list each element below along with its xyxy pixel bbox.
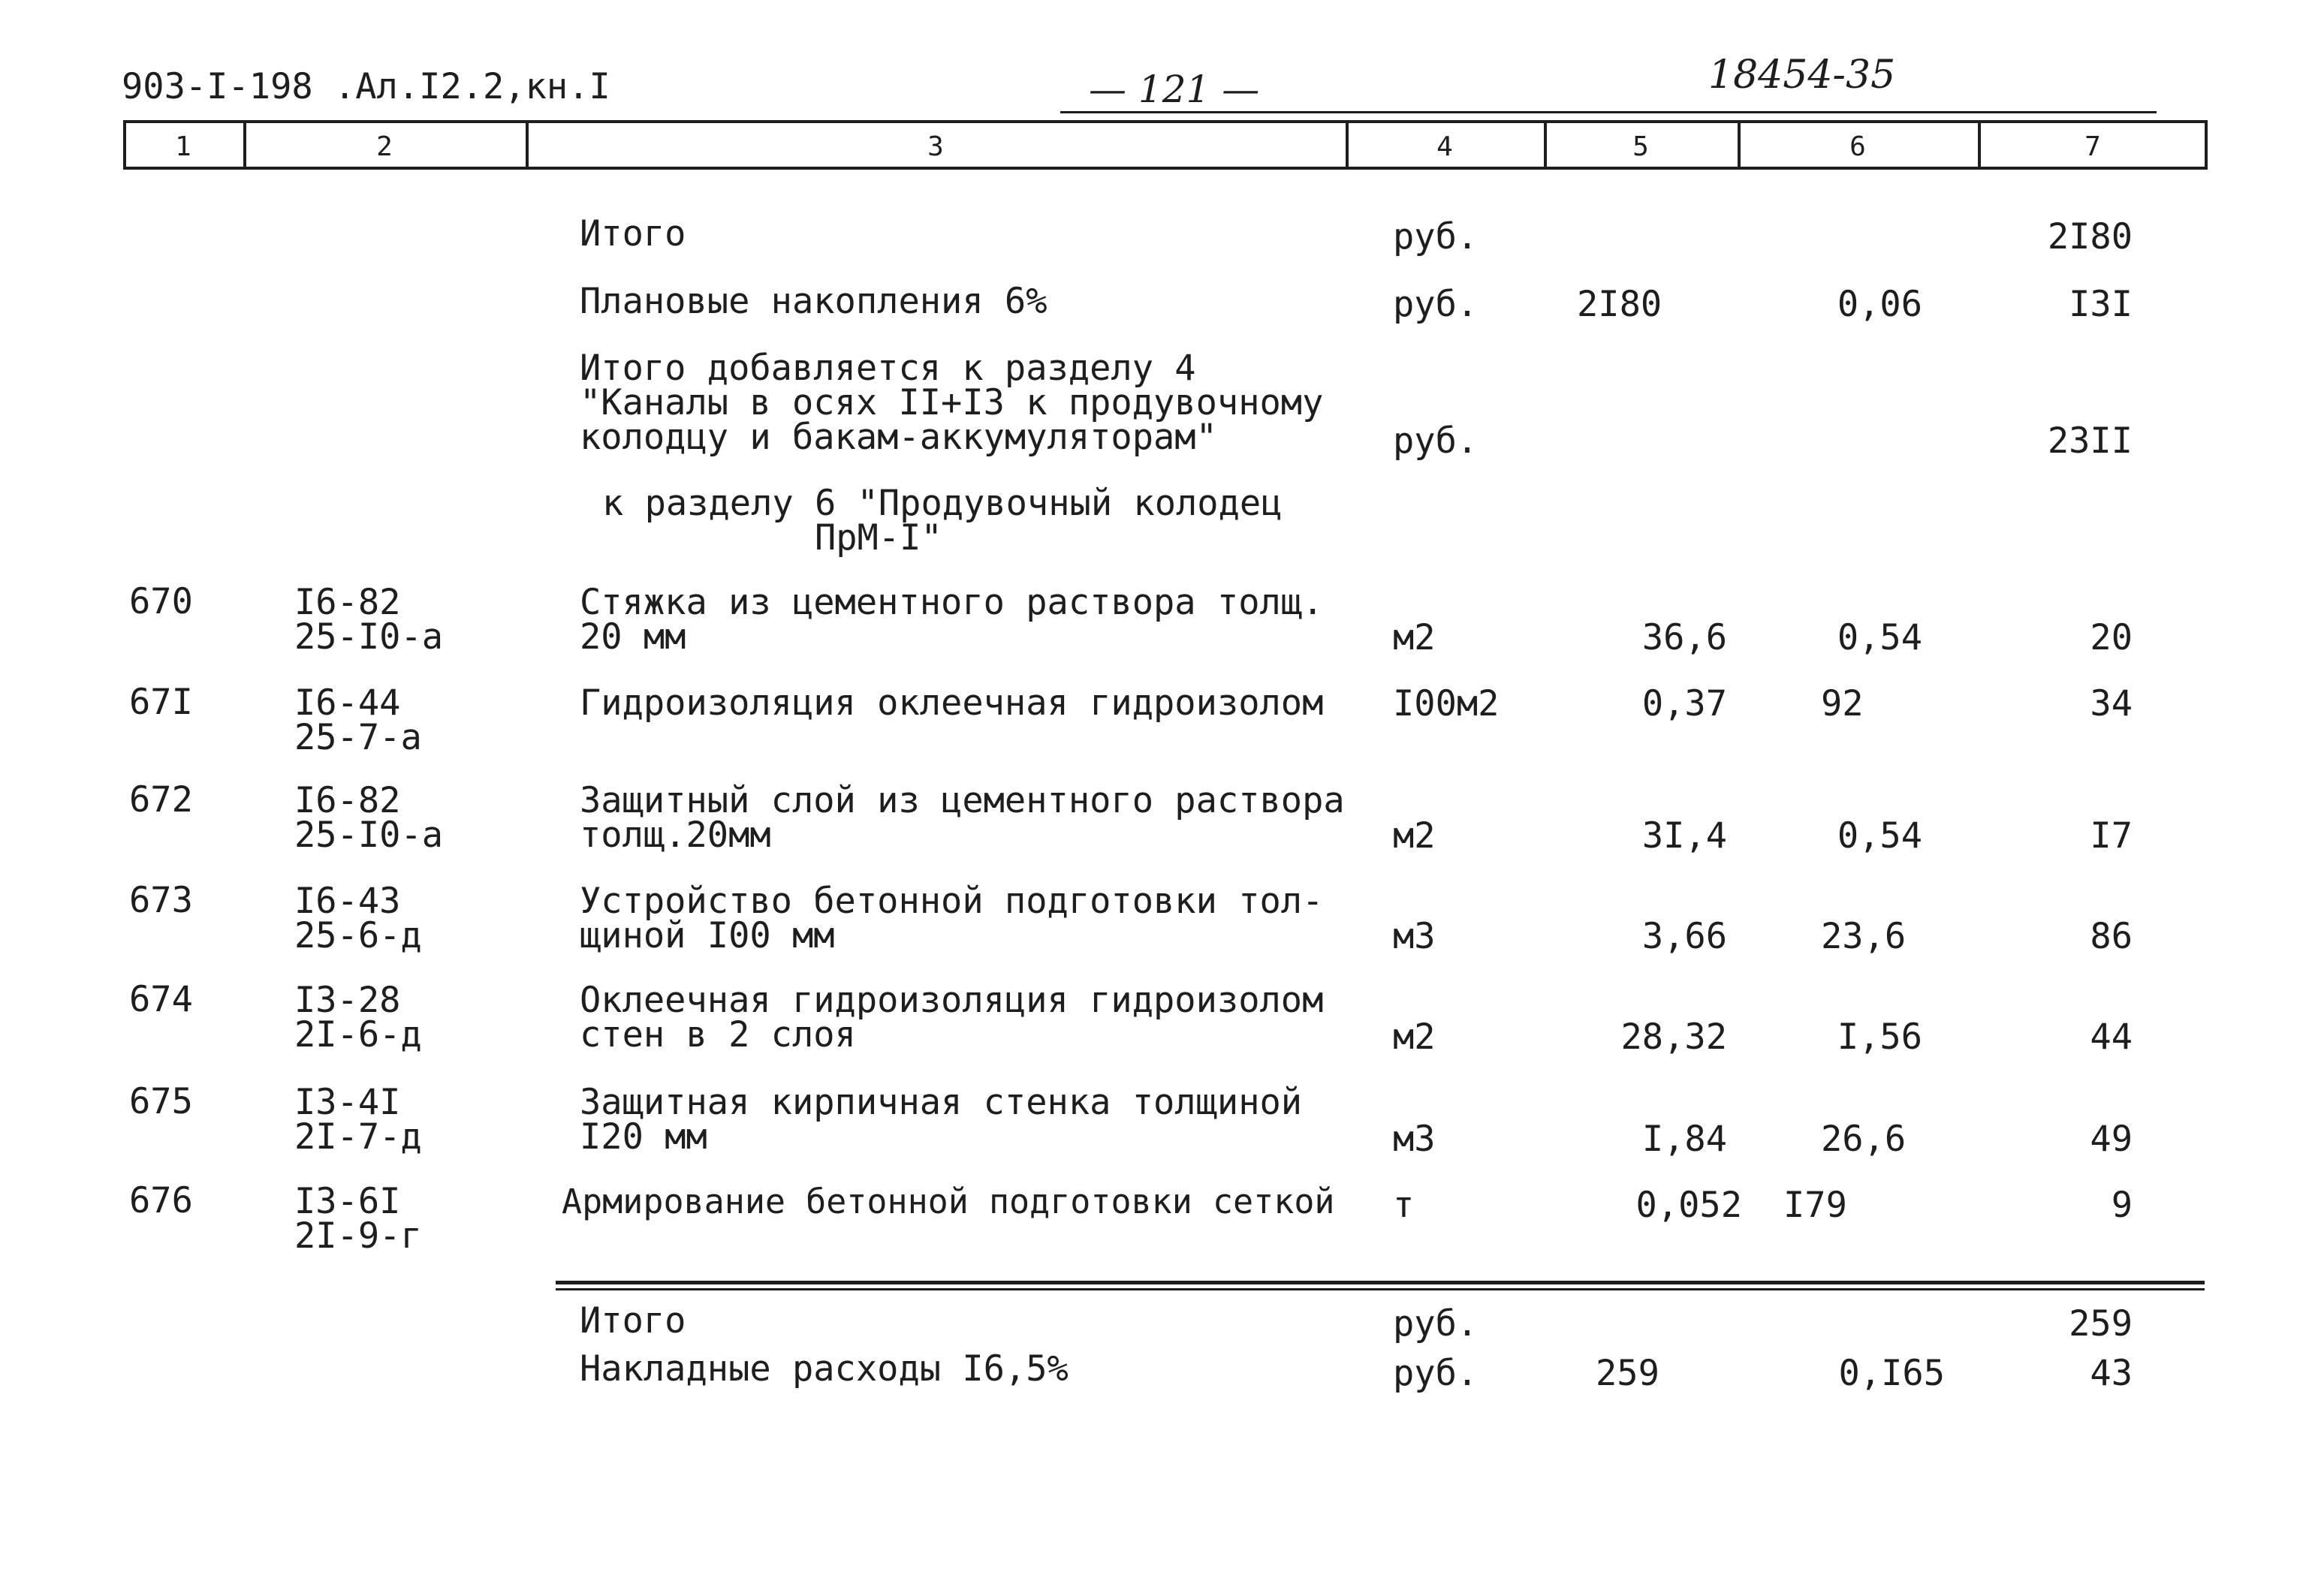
row-unit: м3 <box>1393 1119 1436 1160</box>
row-quantity: 0,052 <box>1635 1185 1742 1226</box>
row-quantity: 3,66 <box>1641 916 1727 957</box>
row-unit: м2 <box>1393 1016 1436 1058</box>
row-total: 44 <box>2090 1016 2133 1058</box>
row-description: Армирование бетонной подготовки сеткой <box>562 1182 1335 1221</box>
row-quantity: 28,32 <box>1620 1016 1727 1058</box>
row-description: Устройство бетонной подготовки тол- щиной I00 мм <box>580 881 1324 956</box>
column-number: 3 <box>927 131 944 162</box>
document-code: 903-I-198 .Ал.I2.2,кн.I <box>122 66 610 107</box>
row-quantity: 3I,4 <box>1641 815 1727 857</box>
row-price: I,56 <box>1837 1016 1922 1058</box>
row-description: Оклеечная гидроизоляция гидроизолом стен в 2 слоя <box>580 980 1324 1055</box>
row-total: 20 <box>2090 617 2133 658</box>
row-number: 670 <box>129 581 193 622</box>
total-divider <box>556 1288 2205 1290</box>
row-quantity: I,84 <box>1641 1119 1727 1160</box>
column-number: 2 <box>376 131 393 162</box>
row-unit: т <box>1393 1185 1415 1226</box>
row-description: Гидроизоляция оклеечная гидроизолом <box>580 682 1324 724</box>
row-price: 0,54 <box>1837 815 1922 857</box>
summary-total: 259 <box>2069 1303 2133 1345</box>
row-quantity: 0,37 <box>1641 683 1727 724</box>
summary-label: Плановые накопления 6% <box>580 281 1047 322</box>
summary-unit: руб. <box>1393 216 1479 257</box>
row-number: 672 <box>129 779 193 821</box>
header-underline <box>1060 111 2157 113</box>
section-add-total: 23II <box>2047 420 2133 462</box>
total-divider <box>556 1281 2205 1284</box>
row-price: I79 <box>1783 1185 1847 1226</box>
column-number: 7 <box>2084 131 2101 162</box>
row-price: 92 <box>1821 683 1864 724</box>
row-total: 86 <box>2090 916 2133 957</box>
summary-unit: руб. <box>1393 284 1479 325</box>
row-price: 26,6 <box>1821 1119 1907 1160</box>
summary-price: 0,I65 <box>1838 1353 1945 1394</box>
page-number: — 121 — <box>1089 68 1260 111</box>
row-total: 34 <box>2090 683 2133 724</box>
row-number: 675 <box>129 1081 193 1122</box>
summary-total: I3I <box>2069 284 2133 325</box>
row-code: I6-82 25-I0-а <box>294 582 444 658</box>
row-number: 676 <box>129 1180 193 1221</box>
archive-number: 18454-35 <box>1708 53 1896 98</box>
row-unit: м2 <box>1393 617 1436 658</box>
row-price: 0,54 <box>1837 617 1922 658</box>
row-code: I3-6I 2I-9-г <box>294 1181 422 1257</box>
row-code: I6-44 25-7-а <box>294 682 422 758</box>
column-number: 4 <box>1436 131 1453 162</box>
section-add-unit: руб. <box>1393 420 1479 462</box>
row-quantity: 36,6 <box>1641 617 1727 658</box>
row-total: I7 <box>2090 815 2133 857</box>
summary-total: 2I80 <box>2047 216 2133 257</box>
row-number: 67I <box>129 682 193 723</box>
row-description: Защитный слой из цементного раствора толщ.20мм <box>580 780 1345 856</box>
column-number: 5 <box>1632 131 1649 162</box>
summary-qty: 259 <box>1596 1353 1659 1394</box>
summary-label: Итого <box>580 1300 686 1342</box>
row-unit: м3 <box>1393 916 1436 957</box>
row-unit: I00м2 <box>1393 683 1500 724</box>
row-code: I3-4I 2I-7-д <box>294 1082 422 1158</box>
row-number: 673 <box>129 880 193 921</box>
section-heading: к разделу 6 "Продувочный колодец ПрМ-I" <box>602 483 1283 559</box>
summary-label: Итого <box>580 213 686 254</box>
row-price: 23,6 <box>1821 916 1907 957</box>
row-description: Стяжка из цементного раствора толщ. 20 мм <box>580 582 1324 658</box>
row-total: 9 <box>2111 1185 2133 1226</box>
summary-unit: руб. <box>1393 1303 1479 1345</box>
row-total: 49 <box>2090 1119 2133 1160</box>
row-code: I6-82 25-I0-а <box>294 780 444 856</box>
row-code: I6-43 25-6-д <box>294 881 422 956</box>
column-number: 1 <box>175 131 191 162</box>
section-add-text: Итого добавляется к разделу 4 "Каналы в осях II+I3 к продувочному колодцу и бакам-аккумуляторам" <box>580 348 1324 458</box>
summary-price: 0,06 <box>1837 284 1922 325</box>
row-unit: м2 <box>1393 815 1436 857</box>
row-number: 674 <box>129 979 193 1020</box>
row-description: Защитная кирпичная стенка толщиной I20 мм <box>580 1082 1303 1158</box>
row-code: I3-28 2I-6-д <box>294 980 422 1055</box>
summary-qty: 2I80 <box>1577 284 1662 325</box>
summary-label: Накладные расходы I6,5% <box>580 1348 1069 1390</box>
summary-total: 43 <box>2090 1353 2133 1394</box>
column-number: 6 <box>1849 131 1866 162</box>
summary-unit: руб. <box>1393 1353 1479 1394</box>
